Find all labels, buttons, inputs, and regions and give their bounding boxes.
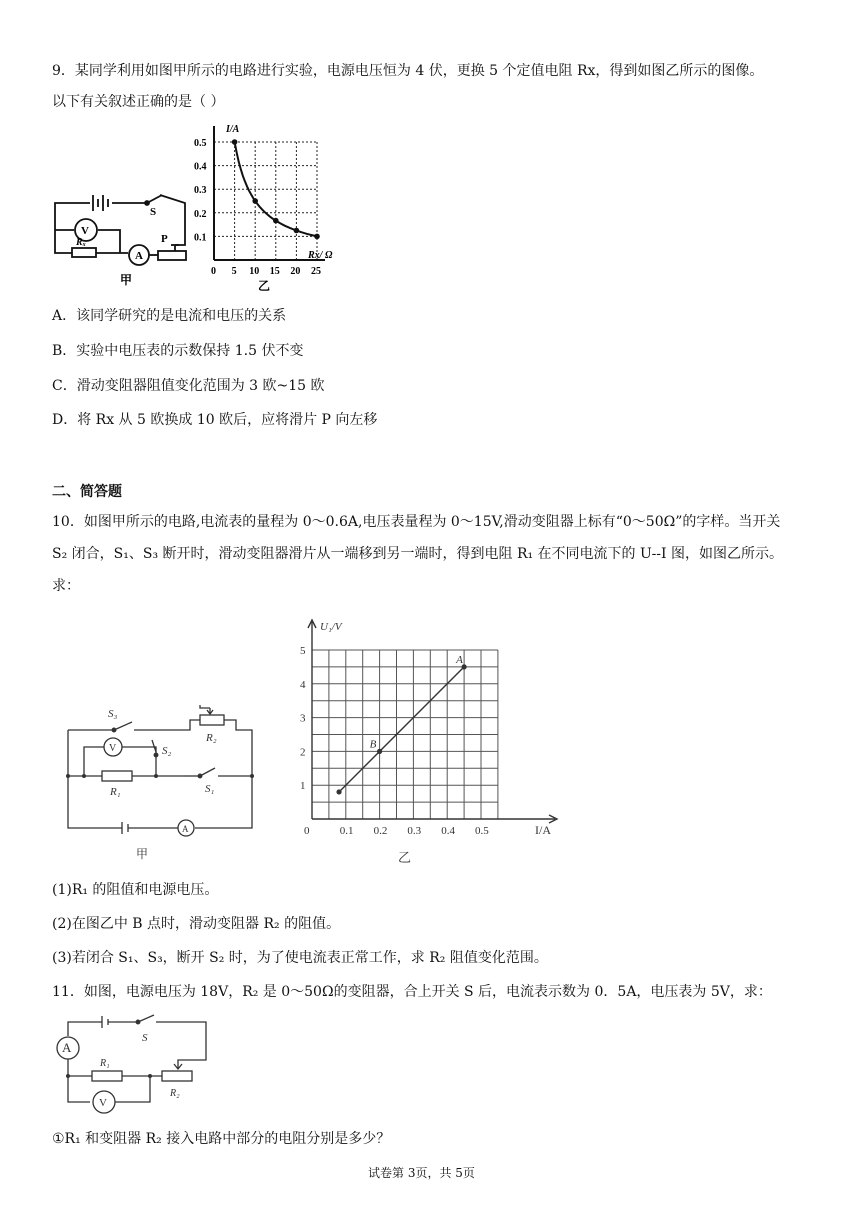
- q9-jia-caption: 甲: [120, 273, 133, 287]
- q9-chart-point: [314, 234, 320, 240]
- q9-circuit-jia: [50, 185, 190, 285]
- q10-chart-y-tick: 5: [300, 645, 306, 657]
- q10-chart-point: [336, 789, 341, 794]
- q11-label-r2: R₂: [170, 1088, 180, 1099]
- q9-chart-point: [252, 198, 258, 204]
- q9-chart-x-tick: 0: [211, 266, 216, 277]
- q9-chart-y-tick: 0.2: [194, 208, 207, 220]
- q10-jia-label-s1: S₁: [205, 783, 215, 795]
- q10-circuit-jia: [60, 700, 280, 870]
- q10-chart-ylabel: U₁/V: [320, 621, 342, 633]
- q10-stem-line3: 求：: [52, 578, 80, 594]
- q9-option-a[interactable]: A．该同学研究的是电流和电压的关系: [52, 308, 287, 324]
- q9-chart-ylabel: I/A: [226, 124, 240, 135]
- q11-stem: 11．如图，电源电压为 18V，R₂ 是 0～50Ω的变阻器，合上开关 S 后，电流表示数为 0．5A，电压表为 5V，求：: [52, 984, 772, 1000]
- q9-chart-y-tick: 0.5: [194, 138, 207, 149]
- q10-chart-y-tick: 1: [300, 780, 306, 793]
- q10-chart-series-line: [339, 667, 464, 792]
- q9-chart-x-tick: 15: [269, 266, 280, 277]
- q9-chart-point: [294, 228, 300, 234]
- q10-stem-line2: S₂ 闭合，S₁、S₃ 断开时，滑动变阻器滑片从一端移到另一端时，得到电阻 R₁ 在不同电流下的 U--I 图，如图乙所示。: [52, 546, 784, 562]
- q10-jia-caption: 甲: [136, 847, 149, 861]
- q10-chart-xlabel: I/A: [535, 823, 551, 837]
- q10-chart-x-tick: 0.1: [339, 825, 354, 837]
- q10-chart-x-tick: 0.3: [407, 825, 422, 837]
- q9-chart-xlabel: Rx/ Ω: [308, 250, 333, 261]
- q10-chart-x-tick: 0.5: [475, 825, 489, 837]
- q9-chart-yi: [190, 118, 360, 293]
- q9-option-c[interactable]: C．滑动变阻器阻值变化范围为 3 欧~15 欧: [52, 378, 325, 394]
- q9-chart-x-tick: 20: [290, 266, 301, 277]
- q10-chart-x-tick: 0.2: [373, 825, 388, 837]
- q9-option-d[interactable]: D．将 Rx 从 5 欧换成 10 欧后，应将滑片 P 向左移: [52, 412, 378, 428]
- q9-jia-label-rx: Rₓ: [76, 237, 87, 248]
- q9-chart-point: [232, 139, 238, 145]
- q10-jia-label-v: V: [109, 743, 117, 754]
- q10-chart-yi: [290, 612, 580, 867]
- q10-jia-label-r1: R₁: [110, 786, 121, 798]
- q9-chart-y-tick: 0.4: [194, 161, 207, 173]
- q11-label-v: V: [99, 1097, 107, 1109]
- q10-chart-caption: 乙: [398, 850, 412, 865]
- q10-chart-y-tick: 2: [300, 746, 306, 759]
- q10-sub1: (1)R₁ 的阻值和电源电压。: [52, 882, 219, 898]
- q10-jia-label-a: A: [182, 824, 189, 834]
- q10-chart-point-label: A: [456, 653, 463, 666]
- q11-label-r1: R₁: [100, 1058, 110, 1069]
- q10-jia-label-s2: S₂: [162, 745, 172, 757]
- q9-chart-y-tick: 0.1: [194, 232, 207, 244]
- q9-jia-label-a: A: [135, 250, 143, 262]
- q9-jia-label-p: P: [161, 233, 168, 245]
- q9-chart-x-tick: 10: [249, 266, 260, 277]
- q11-sub1: ①R₁ 和变阻器 R₂ 接入电路中部分的电阻分别是多少？: [52, 1131, 391, 1147]
- q9-chart-x-tick: 25: [311, 266, 321, 277]
- q9-chart-point: [273, 218, 279, 224]
- q10-chart-x-tick: 0.4: [441, 825, 455, 837]
- q10-chart-y-tick: 3: [300, 712, 306, 725]
- q9-chart-x-tick: 5: [231, 266, 237, 277]
- q9-jia-label-s: S: [150, 206, 157, 218]
- q9-chart-y-tick: 0.3: [194, 185, 207, 197]
- q10-sub2: (2)在图乙中 B 点时，滑动变阻器 R₂ 的阻值。: [52, 916, 341, 932]
- q10-jia-label-s3: S₃: [108, 708, 118, 720]
- q10-chart-point: [377, 749, 382, 754]
- q9-chart-caption: 乙: [258, 279, 271, 293]
- q11-label-a: A: [62, 1040, 72, 1055]
- q10-chart-x-tick: 0: [304, 825, 310, 837]
- q11-circuit: [50, 1012, 220, 1120]
- q9-option-b[interactable]: B．实验中电压表的示数保持 1.5 伏不变: [52, 343, 304, 359]
- q10-jia-label-r2: R₂: [206, 732, 217, 744]
- q10-stem-line1: 10．如图甲所示的电路,电流表的量程为 0～0.6A,电压表量程为 0～15V,滑动变阻器上标有“0～50Ω”的字样。当开关: [52, 514, 781, 530]
- section-title: 二、简答题: [52, 484, 122, 500]
- q9-stem-line1: 9．某同学利用如图甲所示的电路进行实验，电源电压恒为 4 伏，更换 5 个定值电阻 Rx，得到如图乙所示的图像。: [52, 63, 764, 79]
- page-footer: 试卷第 3页，共 5页: [368, 1166, 475, 1180]
- q10-chart-y-tick: 4: [300, 678, 306, 691]
- q9-stem-line2: 以下有关叙述正确的是（ ）: [52, 94, 225, 110]
- q10-sub3: (3)若闭合 S₁、S₃，断开 S₂ 时，为了使电流表正常工作，求 R₂ 阻值变化范围。: [52, 950, 548, 966]
- q11-label-s: S: [142, 1032, 148, 1044]
- q9-jia-label-v: V: [81, 225, 89, 237]
- q10-chart-point-label: B: [369, 738, 377, 751]
